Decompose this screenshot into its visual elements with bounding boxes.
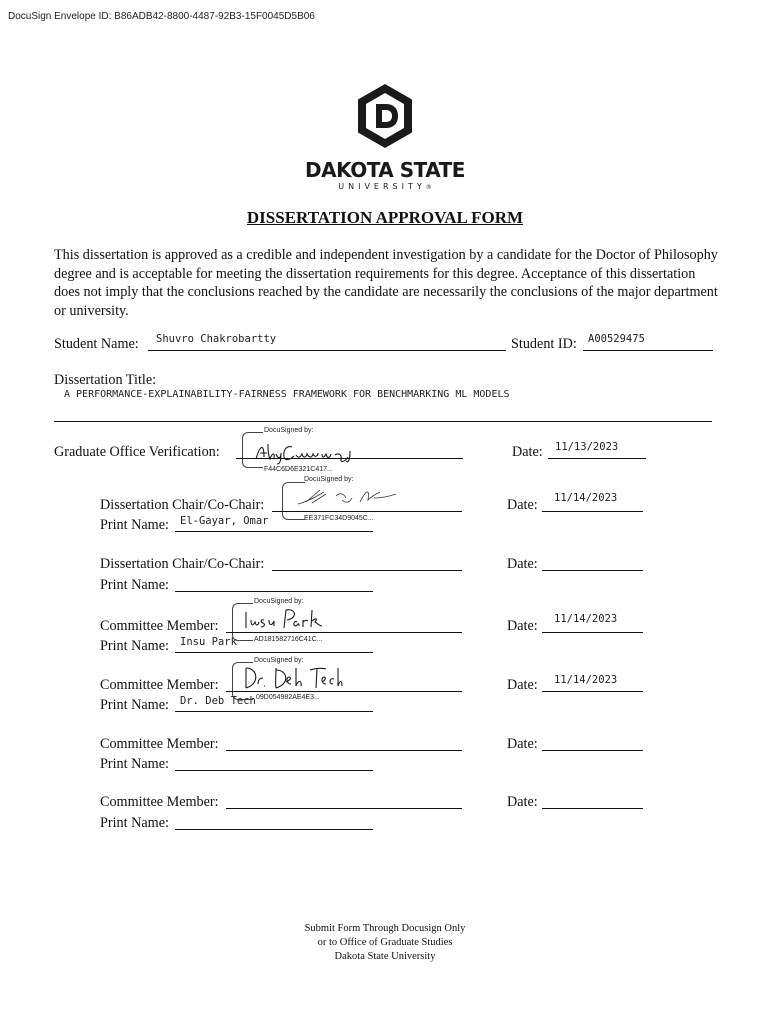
- student-id-line: [583, 350, 713, 351]
- signer-id: 09D054982AE4E3...: [256, 694, 320, 701]
- signature-line: [272, 511, 462, 512]
- print-name-value: El-Gayar, Omar: [180, 515, 269, 527]
- intro-paragraph: This dissertation is approved as a credible and independent investigation by a candidate for the Doctor of Philosophy degree and is acceptable for meeting the dissertation requirements for this degree. Acceptance of this dissertation does not imply that the conclusions reached by the candidate are necessarily the conclusions of the major department or university.: [54, 247, 718, 319]
- signature-line: [226, 632, 462, 633]
- signer-id: AD181582716C41C...: [254, 636, 323, 643]
- student-id-value: A00529475: [588, 333, 645, 345]
- student-name-line: [148, 350, 506, 351]
- print-name-label: Print Name:: [100, 517, 169, 533]
- docusigned-by-label: DocuSigned by:: [254, 657, 304, 664]
- signature-role-label: Committee Member:: [100, 794, 219, 810]
- date-line[interactable]: [542, 750, 643, 751]
- signature-committee-insu-park: [242, 606, 332, 632]
- signature-line: [226, 691, 462, 692]
- date-value: 11/14/2023: [554, 492, 618, 504]
- signer-id: EE371FC34D9045C...: [304, 515, 374, 522]
- print-name-line: [175, 711, 373, 712]
- date-line: [548, 458, 646, 459]
- signature-role-label: Committee Member:: [100, 736, 219, 752]
- signer-id: F44C6D6E321C417...: [264, 466, 333, 473]
- date-label: Date:: [507, 556, 538, 572]
- footer-line-1: Submit Form Through Docusign Only: [304, 923, 466, 934]
- signature-role-label: Committee Member:: [100, 618, 219, 634]
- print-name-line[interactable]: [175, 591, 373, 592]
- dissertation-title-label: Dissertation Title:: [54, 372, 157, 388]
- signature-line[interactable]: [226, 750, 462, 751]
- date-line: [542, 691, 643, 692]
- date-line[interactable]: [542, 570, 643, 571]
- print-name-label: Print Name:: [100, 577, 169, 593]
- print-name-value: Insu Park: [180, 636, 237, 648]
- dsu-hexagon-d-logo: [355, 82, 415, 150]
- date-value: 11/14/2023: [554, 674, 618, 686]
- date-value: 11/13/2023: [555, 441, 619, 453]
- docusigned-by-label: DocuSigned by:: [254, 598, 304, 605]
- graduate-office-label: Graduate Office Verification:: [54, 444, 220, 460]
- print-name-value: Dr. Deb Tech: [180, 695, 256, 707]
- signature-line[interactable]: [272, 570, 462, 571]
- date-line: [542, 632, 643, 633]
- signature-role-label: Dissertation Chair/Co-Chair:: [100, 556, 265, 572]
- date-label: Date:: [507, 497, 538, 513]
- date-label: Date:: [512, 444, 543, 460]
- print-name-line: [175, 531, 373, 532]
- date-label: Date:: [507, 618, 538, 634]
- signature-committee-deb-tech: [242, 664, 342, 692]
- form-title: DISSERTATION APPROVAL FORM: [246, 208, 524, 227]
- print-name-label: Print Name:: [100, 815, 169, 831]
- print-name-label: Print Name:: [100, 638, 169, 654]
- signature-role-label: Committee Member:: [100, 677, 219, 693]
- date-value: 11/14/2023: [554, 613, 618, 625]
- student-name-value: Shuvro Chakrobartty: [156, 333, 277, 345]
- dissertation-title-line: [54, 421, 712, 422]
- signature-graduate-office: [252, 439, 362, 465]
- university-subtitle: UNIVERSITY®: [338, 182, 432, 191]
- signature-line[interactable]: [226, 808, 462, 809]
- print-name-line[interactable]: [175, 829, 373, 830]
- date-label: Date:: [507, 794, 538, 810]
- footer-line-3: Dakota State University: [334, 951, 436, 962]
- student-name-label: Student Name:: [54, 336, 139, 352]
- footer-note: [0, 922, 770, 964]
- date-label: Date:: [507, 736, 538, 752]
- graduate-office-signature-line: [236, 458, 463, 459]
- date-label: Date:: [507, 677, 538, 693]
- docusigned-by-label: DocuSigned by:: [304, 476, 354, 483]
- docusign-envelope-id: DocuSign Envelope ID: B86ADB42-8800-4487-92B3-15F0045D5B06: [8, 11, 315, 22]
- university-wordmark: DAKOTA STATE: [305, 158, 465, 182]
- print-name-label: Print Name:: [100, 756, 169, 772]
- student-id-label: Student ID:: [511, 336, 577, 352]
- signature-chair: [292, 484, 402, 510]
- date-line: [542, 511, 643, 512]
- date-line[interactable]: [542, 808, 643, 809]
- dissertation-title-value: A PERFORMANCE-EXPLAINABILITY-FAIRNESS FRAMEWORK FOR BENCHMARKING ML MODELS: [64, 389, 510, 400]
- print-name-label: Print Name:: [100, 697, 169, 713]
- signature-role-label: Dissertation Chair/Co-Chair:: [100, 497, 265, 513]
- footer-line-2: or to Office of Graduate Studies: [317, 937, 453, 948]
- print-name-line[interactable]: [175, 770, 373, 771]
- docusigned-by-label: DocuSigned by:: [264, 427, 314, 434]
- print-name-line: [175, 652, 373, 653]
